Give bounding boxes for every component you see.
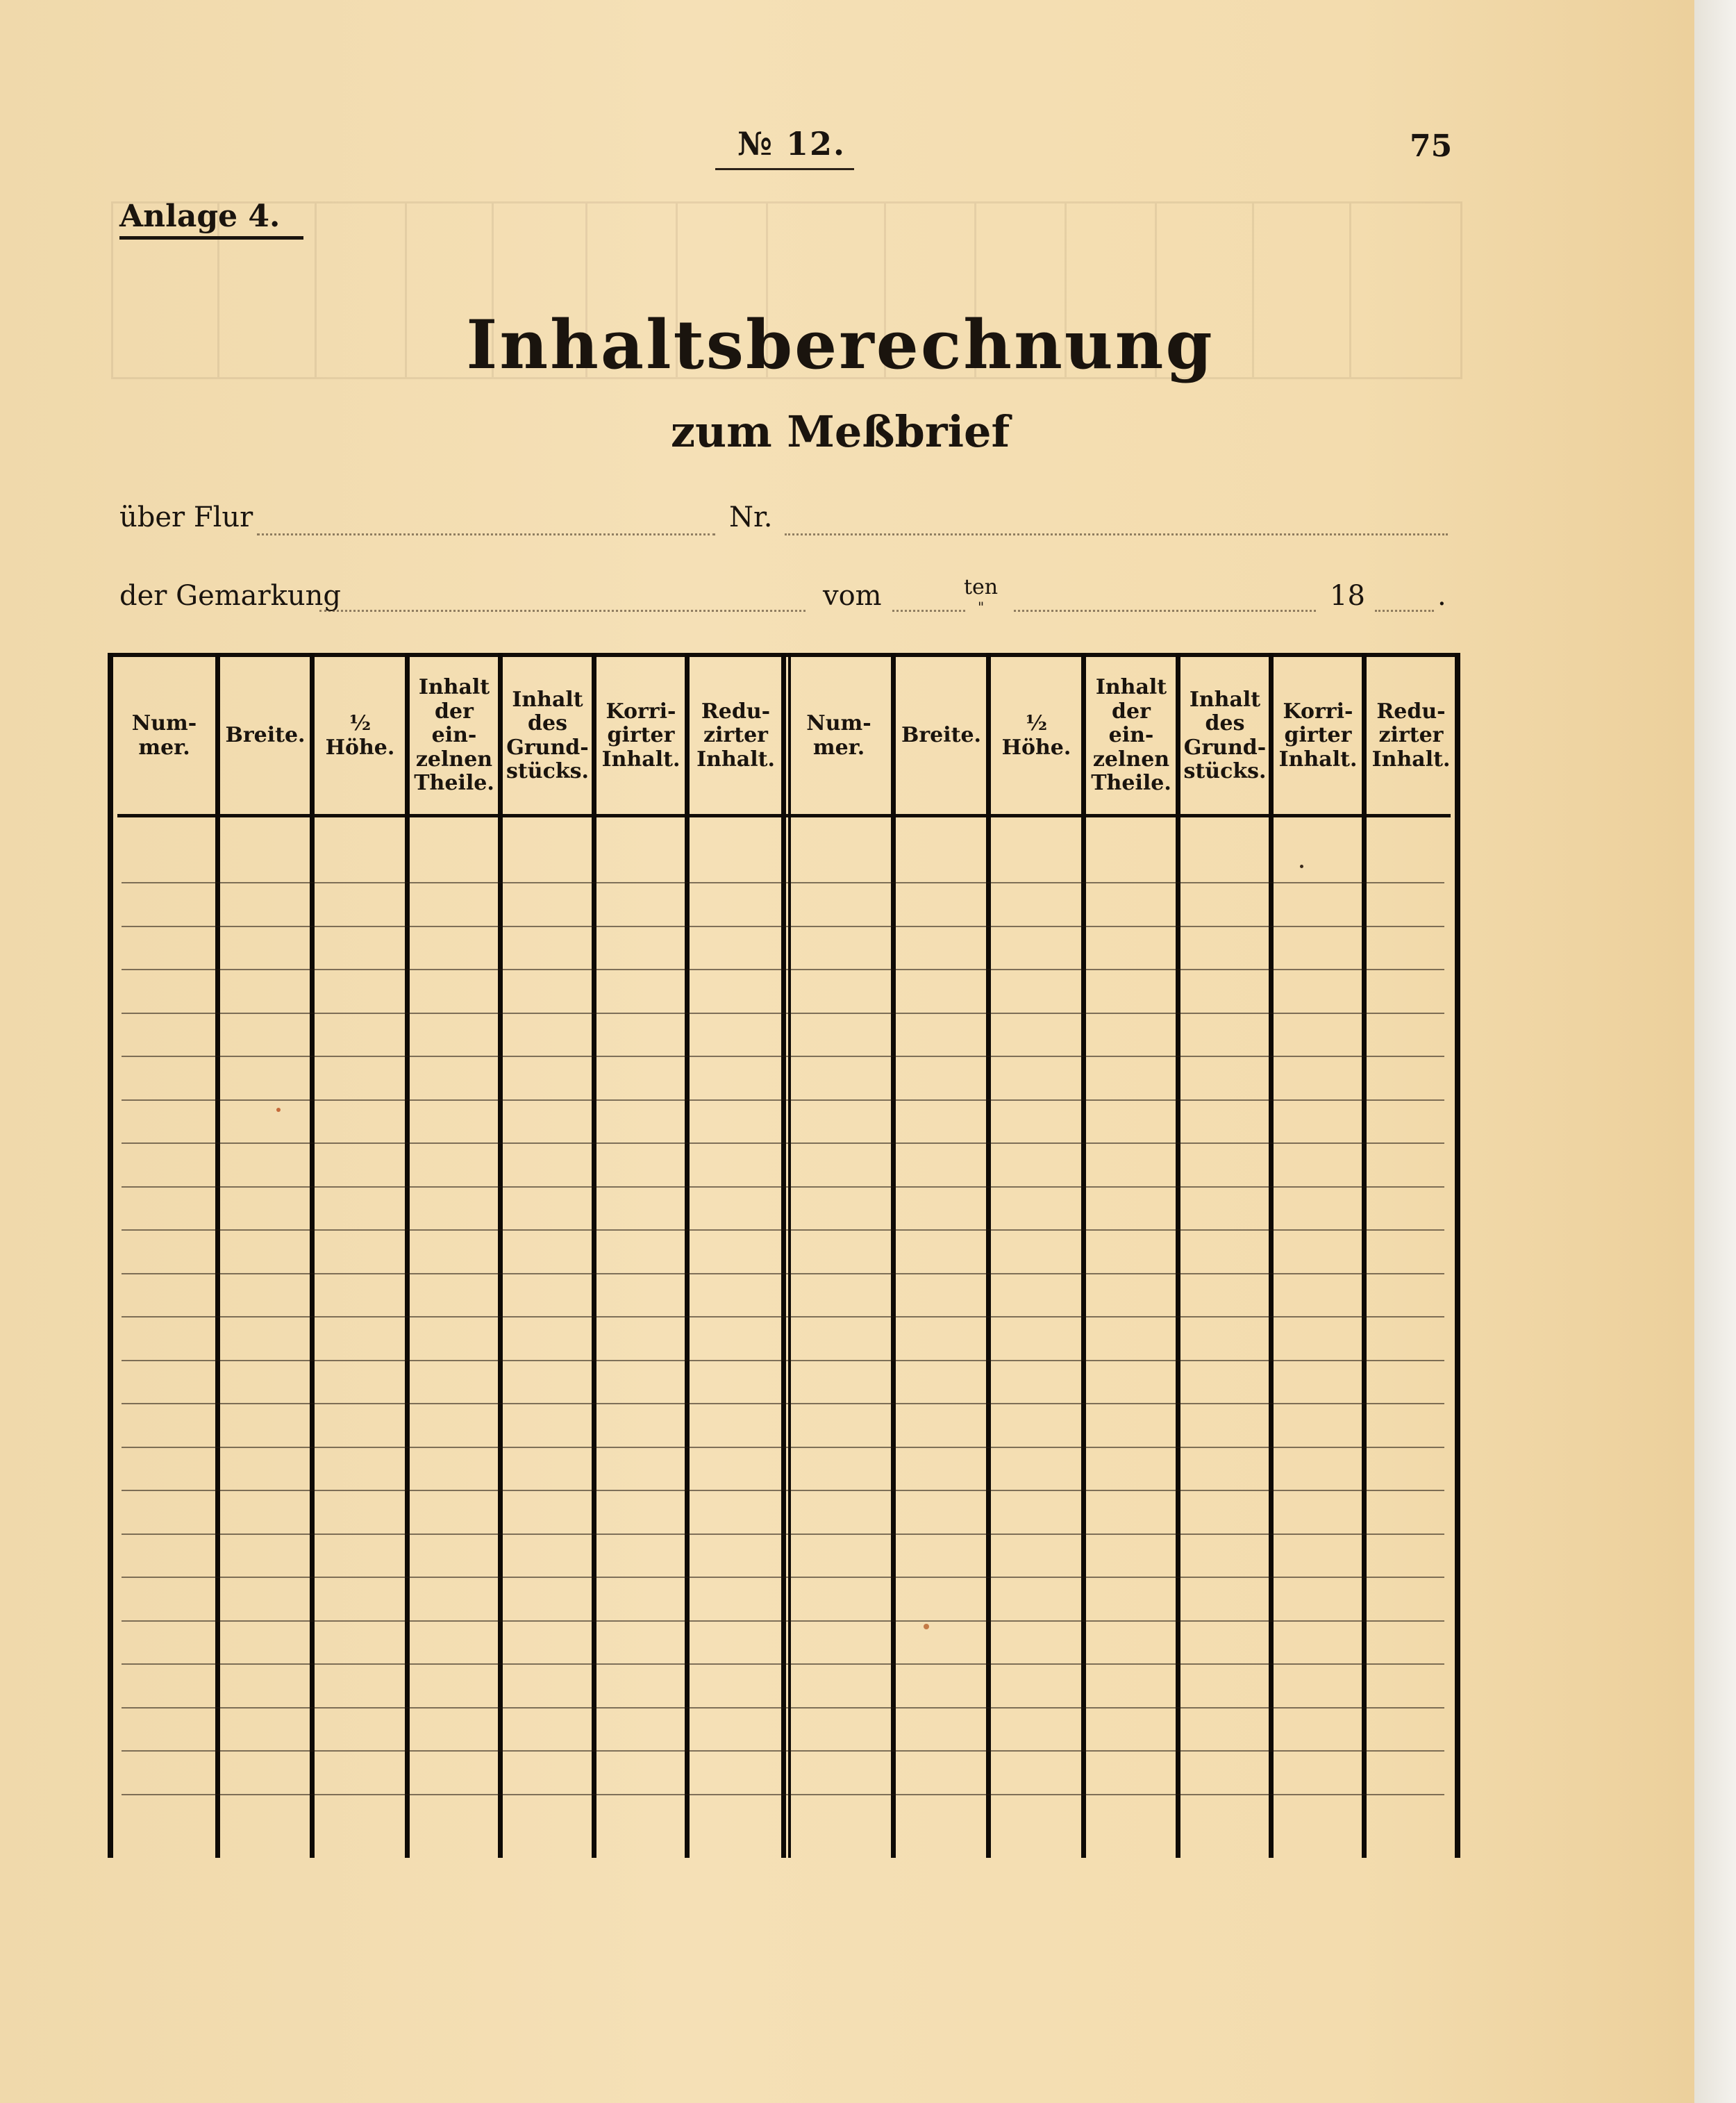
ink-dot <box>1300 865 1303 868</box>
form-title: Inhaltsberechnung <box>466 306 1215 384</box>
month-field[interactable] <box>1014 610 1316 612</box>
area-calculation-table <box>108 653 1460 1858</box>
ten-label: ten <box>964 575 999 599</box>
nr-label: Nr. <box>729 501 773 533</box>
column-divider <box>1362 653 1367 1858</box>
column-divider <box>891 653 896 1858</box>
table-row[interactable] <box>122 1142 1444 1144</box>
table-row[interactable] <box>122 1490 1444 1491</box>
column-header: Breite. <box>225 723 306 748</box>
column-header: ½ Höhe. <box>1001 711 1071 760</box>
table-row[interactable] <box>122 1447 1444 1448</box>
gemarkung-field[interactable] <box>319 610 806 612</box>
column-divider <box>108 653 113 1858</box>
column-header: Inhalt der ein- zelnen Theile. <box>1091 675 1171 796</box>
column-divider <box>498 653 503 1858</box>
column-divider <box>215 653 220 1858</box>
form-subtitle: zum Meßbrief <box>670 406 1010 457</box>
column-header: Korri- girter Inhalt. <box>601 699 681 772</box>
page-number: 75 <box>1410 128 1453 164</box>
table-row[interactable] <box>122 1099 1444 1101</box>
table-row[interactable] <box>122 1663 1444 1665</box>
table-row[interactable] <box>122 1186 1444 1188</box>
table-row[interactable] <box>122 1577 1444 1578</box>
table-row[interactable] <box>122 1316 1444 1318</box>
page-edge <box>1694 0 1736 2103</box>
column-divider <box>788 653 791 1858</box>
table-row[interactable] <box>122 926 1444 927</box>
column-divider <box>310 653 315 1858</box>
annex-label: Anlage 4. <box>119 199 281 234</box>
flur-label: über Flur <box>119 501 253 533</box>
table-row[interactable] <box>122 1360 1444 1361</box>
table-row[interactable] <box>122 1273 1444 1274</box>
table-row[interactable] <box>122 882 1444 883</box>
table-row[interactable] <box>122 1794 1444 1795</box>
table-row[interactable] <box>122 1403 1444 1404</box>
table-row[interactable] <box>122 1533 1444 1535</box>
annex-underline <box>119 236 303 240</box>
nr-field[interactable] <box>785 533 1448 535</box>
table-row[interactable] <box>122 1013 1444 1014</box>
end-period: . <box>1437 580 1446 612</box>
issue-number: № 12. <box>737 125 846 163</box>
column-header: Inhalt des Grund- stücks. <box>506 687 589 783</box>
column-divider <box>1269 653 1274 1858</box>
column-header: Redu- zirter Inhalt. <box>696 699 775 772</box>
column-divider <box>1455 653 1460 1858</box>
issue-underline <box>715 168 854 170</box>
column-divider <box>405 653 410 1858</box>
column-header: Breite. <box>901 723 982 748</box>
table-row[interactable] <box>122 969 1444 970</box>
column-divider <box>986 653 991 1858</box>
paper-stain <box>924 1624 929 1629</box>
column-header: ½ Höhe. <box>325 711 395 760</box>
column-divider <box>685 653 690 1858</box>
column-header: Korri- girter Inhalt. <box>1278 699 1358 772</box>
table-row[interactable] <box>122 1707 1444 1709</box>
year-field[interactable] <box>1375 610 1434 612</box>
gemarkung-label: der Gemarkung <box>119 580 342 612</box>
column-header: Redu- zirter Inhalt. <box>1371 699 1451 772</box>
column-divider <box>592 653 596 1858</box>
flur-field[interactable] <box>257 533 715 535</box>
table-row[interactable] <box>122 1056 1444 1057</box>
vom-label: vom <box>823 580 882 612</box>
column-header: Inhalt der ein- zelnen Theile. <box>414 675 494 796</box>
column-header: Num- mer. <box>131 711 197 760</box>
column-header: Inhalt des Grund- stücks. <box>1183 687 1267 783</box>
year-prefix: 18 <box>1330 580 1365 612</box>
paper-stain <box>276 1108 281 1112</box>
column-divider <box>1081 653 1086 1858</box>
column-divider <box>781 653 786 1858</box>
table-row[interactable] <box>122 1620 1444 1622</box>
table-row[interactable] <box>122 1229 1444 1231</box>
ditto-mark: " <box>978 599 985 615</box>
table-row[interactable] <box>122 1750 1444 1752</box>
day-field[interactable] <box>892 610 965 612</box>
column-header: Num- mer. <box>806 711 871 760</box>
column-divider <box>1176 653 1180 1858</box>
